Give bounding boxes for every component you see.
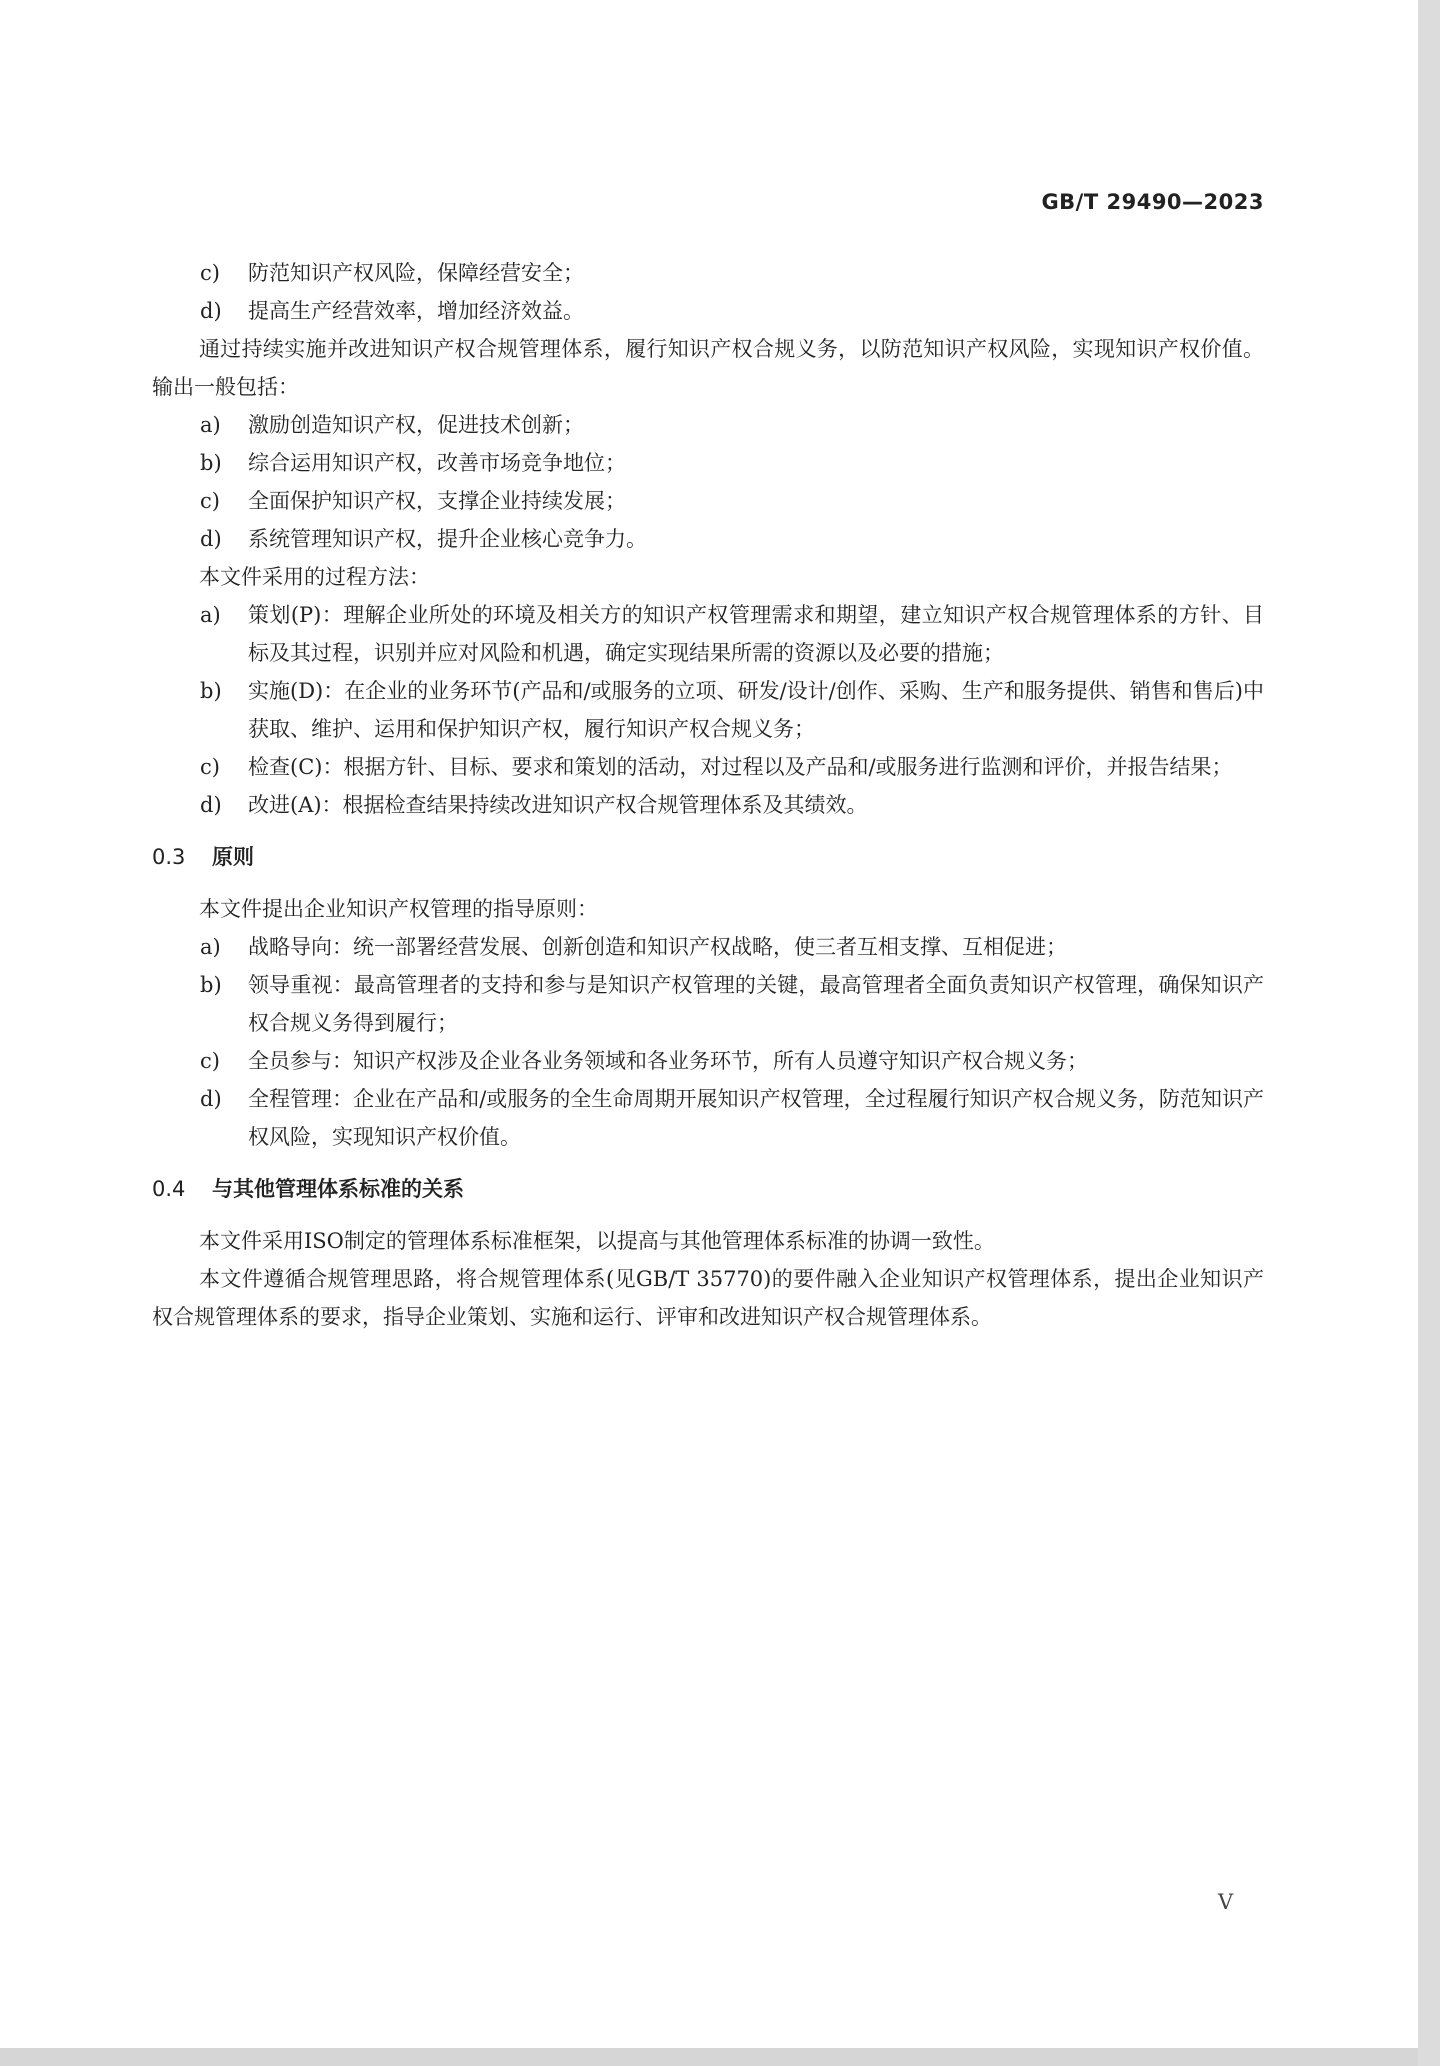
- list-marker: a): [200, 413, 221, 437]
- list-item-text: 改进(A)：根据检查结果持续改进知识产权合规管理体系及其绩效。: [248, 793, 868, 817]
- page-edge-right: [1418, 0, 1440, 2066]
- paragraph: 通过持续实施并改进知识产权合规管理体系，履行知识产权合规义务，以防范知识产权风险，实现知识产权价值。输出一般包括：: [152, 337, 1264, 399]
- page-number: V: [1218, 1890, 1234, 1914]
- list-marker: d): [200, 793, 222, 817]
- list-item: [152, 292, 1264, 330]
- list-item-text: 实施(D)：在企业的业务环节(产品和/或服务的立项、研发/设计/创作、采购、生产和服务提供、销售和售后)中获取、维护、运用和保护知识产权，履行知识产权合规义务；: [248, 679, 1264, 741]
- list-item: [152, 482, 1264, 520]
- paragraph: 本文件遵循合规管理思路，将合规管理体系(见GB/T 35770)的要件融入企业知识产权管理体系，提出企业知识产权合规管理体系的要求，指导企业策划、实施和运行、评审和改进知识产权合规管理体系。: [152, 1267, 1264, 1329]
- document-body: [152, 254, 1264, 1336]
- list-item: [152, 596, 1264, 672]
- list-marker: b): [200, 451, 222, 475]
- list-item-text: 激励创造知识产权，促进技术创新；: [248, 413, 584, 437]
- list-item-text: 全面保护知识产权，支撑企业持续发展；: [248, 489, 626, 513]
- list-item-text: 全程管理：企业在产品和/或服务的全生命周期开展知识产权管理，全过程履行知识产权合规义务，防范知识产权风险，实现知识产权价值。: [248, 1087, 1264, 1149]
- section-title: 与其他管理体系标准的关系: [212, 1177, 464, 1201]
- paragraph: 本文件采用的过程方法：: [199, 565, 430, 589]
- list-item-text: 综合运用知识产权，改善市场竞争地位；: [248, 451, 626, 475]
- list-marker: a): [200, 603, 221, 627]
- paragraph: 本文件采用ISO制定的管理体系标准框架，以提高与其他管理体系标准的协调一致性。: [199, 1229, 995, 1253]
- list-item: [152, 672, 1264, 748]
- list-marker: b): [200, 973, 222, 997]
- list-item: [152, 748, 1264, 786]
- list-item: [152, 1080, 1264, 1156]
- list-item: [152, 1042, 1264, 1080]
- section-heading: [152, 838, 1264, 876]
- list-marker: c): [200, 755, 220, 779]
- list-item-text: 提高生产经营效率，增加经济效益。: [248, 299, 584, 323]
- list-item: [152, 966, 1264, 1042]
- list-marker: d): [200, 527, 222, 551]
- list-marker: c): [200, 261, 220, 285]
- section-heading: [152, 1170, 1264, 1208]
- list-item: [152, 406, 1264, 444]
- list-item-text: 防范知识产权风险，保障经营安全；: [248, 261, 584, 285]
- list-item: [152, 520, 1264, 558]
- list-item: [152, 786, 1264, 824]
- list-item: [152, 444, 1264, 482]
- list-marker: b): [200, 679, 222, 703]
- list-marker: c): [200, 1049, 220, 1073]
- section-title: 原则: [212, 845, 254, 869]
- list-item-text: 检查(C)：根据方针、目标、要求和策划的活动，对过程以及产品和/或服务进行监测和评价，并报告结果；: [248, 755, 1233, 779]
- list-marker: d): [200, 299, 222, 323]
- section-number: 0.4: [152, 1177, 186, 1201]
- list-marker: c): [200, 489, 220, 513]
- list-marker: d): [200, 1087, 222, 1111]
- list-item-text: 策划(P)：理解企业所处的环境及相关方的知识产权管理需求和期望，建立知识产权合规管理体系的方针、目标及其过程，识别并应对风险和机遇，确定实现结果所需的资源以及必要的措施；: [248, 603, 1264, 665]
- list-item: [152, 254, 1264, 292]
- list-item-text: 战略导向：统一部署经营发展、创新创造和知识产权战略，使三者互相支撑、互相促进；: [248, 935, 1067, 959]
- list-item-text: 系统管理知识产权，提升企业核心竞争力。: [248, 527, 647, 551]
- document-code: GB/T 29490—2023: [1041, 190, 1264, 214]
- paragraph: 本文件提出企业知识产权管理的指导原则：: [199, 897, 598, 921]
- section-number: 0.3: [152, 845, 186, 869]
- list-marker: a): [200, 935, 221, 959]
- page-edge-bottom: [0, 2048, 1418, 2066]
- list-item-text: 领导重视：最高管理者的支持和参与是知识产权管理的关键，最高管理者全面负责知识产权管理，确保知识产权合规义务得到履行；: [248, 973, 1264, 1035]
- list-item: [152, 928, 1264, 966]
- list-item-text: 全员参与：知识产权涉及企业各业务领域和各业务环节，所有人员遵守知识产权合规义务；: [248, 1049, 1088, 1073]
